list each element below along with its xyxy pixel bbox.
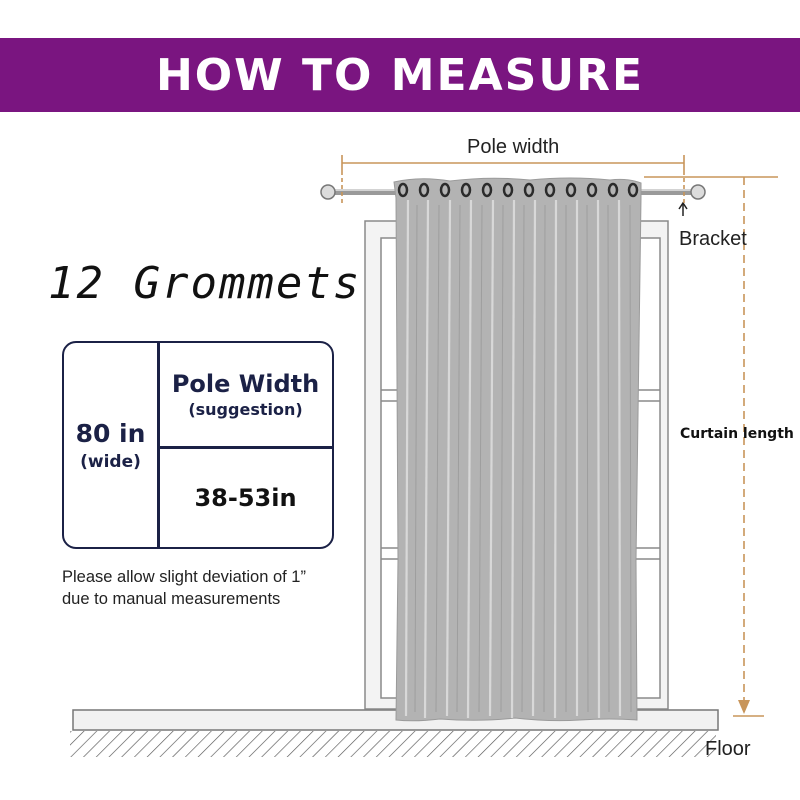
- pole-width-cell: [159, 343, 332, 446]
- page-title: HOW TO MEASURE: [155, 49, 645, 101]
- pole-range-cell: [159, 448, 332, 547]
- floor-hatch: [70, 731, 716, 757]
- bracket-arrow-icon: [679, 203, 687, 216]
- rod-finial-left: [321, 185, 335, 199]
- deviation-note: [62, 566, 306, 610]
- grommets-count-title: 12 Grommets: [48, 258, 362, 309]
- floor-label: Floor: [705, 738, 751, 760]
- width-value: 80 in: [75, 418, 146, 448]
- pole-width-label: Pole width: [467, 136, 560, 158]
- pole-range-value: 38-53in: [194, 483, 297, 512]
- curtain-length-label: Curtain length: [680, 426, 794, 442]
- bracket-label: Bracket: [679, 228, 747, 250]
- deviation-note-line1: Please allow slight deviation of 1”: [62, 568, 306, 586]
- deviation-note-line2: due to manual measurements: [62, 590, 281, 608]
- pole-width-heading: Pole Width: [171, 370, 320, 398]
- pole-width-suggestion: (suggestion): [188, 400, 303, 419]
- width-cell: [64, 343, 157, 547]
- width-unit: (wide): [80, 451, 141, 472]
- size-table: [62, 341, 334, 549]
- rod-finial-right: [691, 185, 705, 199]
- curtain-panel: [394, 178, 641, 721]
